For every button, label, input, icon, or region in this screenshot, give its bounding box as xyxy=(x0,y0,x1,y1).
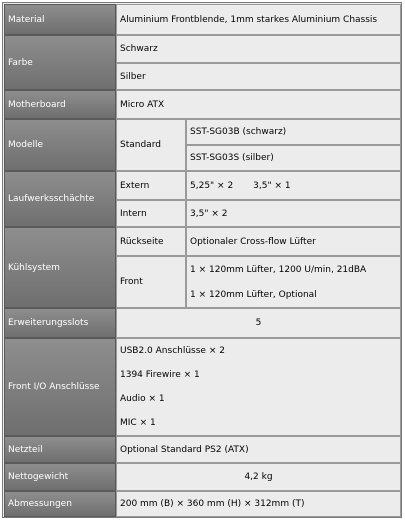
row-label-frontio: Front I/O Anschlüsse xyxy=(4,338,116,436)
row-label-farbe: Farbe xyxy=(4,35,116,90)
row-sub-extern: Extern xyxy=(116,171,186,200)
row-value-model-silver: SST-SG03S (silber) xyxy=(186,145,401,171)
row-label-kuehl: Kühlsystem xyxy=(4,227,116,308)
row-sub-rueckseite: Rückseite xyxy=(116,227,186,256)
row-label-erweiterung: Erweiterungsslots xyxy=(4,308,116,338)
frontio-usb: USB2.0 Anschlüsse × 2 xyxy=(120,346,225,356)
row-value-motherboard: Micro ATX xyxy=(116,90,401,119)
frontio-mic: MIC × 1 xyxy=(120,418,156,428)
row-label-laufwerk: Laufwerksschächte xyxy=(4,171,116,227)
row-value-front xyxy=(186,256,401,308)
row-sub-intern: Intern xyxy=(116,200,186,227)
row-label-gewicht: Nettogewicht xyxy=(4,463,116,491)
front-fan-1: 1 × 120mm Lüfter, 1200 U/min, 21dBA xyxy=(190,264,367,275)
row-value-extern xyxy=(186,171,401,200)
row-value-model-black: SST-SG03B (schwarz) xyxy=(186,119,401,145)
row-label-motherboard: Motherboard xyxy=(4,90,116,119)
row-value-farbe-2: Silber xyxy=(116,63,401,90)
frontio-firewire: 1394 Firewire × 1 xyxy=(120,370,200,380)
row-value-abmessungen: 200 mm (B) × 360 mm (H) × 312mm (T) xyxy=(116,491,401,517)
row-value-gewicht: 4,2 kg xyxy=(116,463,401,491)
row-value-farbe-1: Schwarz xyxy=(116,35,401,63)
front-fan-2: 1 × 120mm Lüfter, Optional xyxy=(190,289,317,300)
row-sub-standard: Standard xyxy=(116,119,186,171)
row-label-abmessungen: Abmessungen xyxy=(4,491,116,517)
row-sub-front: Front xyxy=(116,256,186,308)
row-value-intern: 3,5" × 2 xyxy=(186,200,401,227)
extern-35: 3,5" × 1 xyxy=(253,180,291,191)
extern-525: 5,25" × 2 xyxy=(190,180,234,191)
row-label-material: Material xyxy=(4,4,116,35)
row-value-netzteil: Optional Standard PS2 (ATX) xyxy=(116,436,401,463)
row-value-material: Aluminium Frontblende, 1mm starkes Aluminium Chassis xyxy=(116,4,401,35)
row-label-netzteil: Netzteil xyxy=(4,436,116,463)
frontio-audio: Audio × 1 xyxy=(120,394,165,404)
row-value-erweiterung: 5 xyxy=(116,308,401,338)
spec-table xyxy=(2,2,402,518)
row-value-frontio xyxy=(116,338,401,436)
row-label-modelle: Modelle xyxy=(4,119,116,171)
row-value-rueckseite: Optionaler Cross-flow Lüfter xyxy=(186,227,401,256)
